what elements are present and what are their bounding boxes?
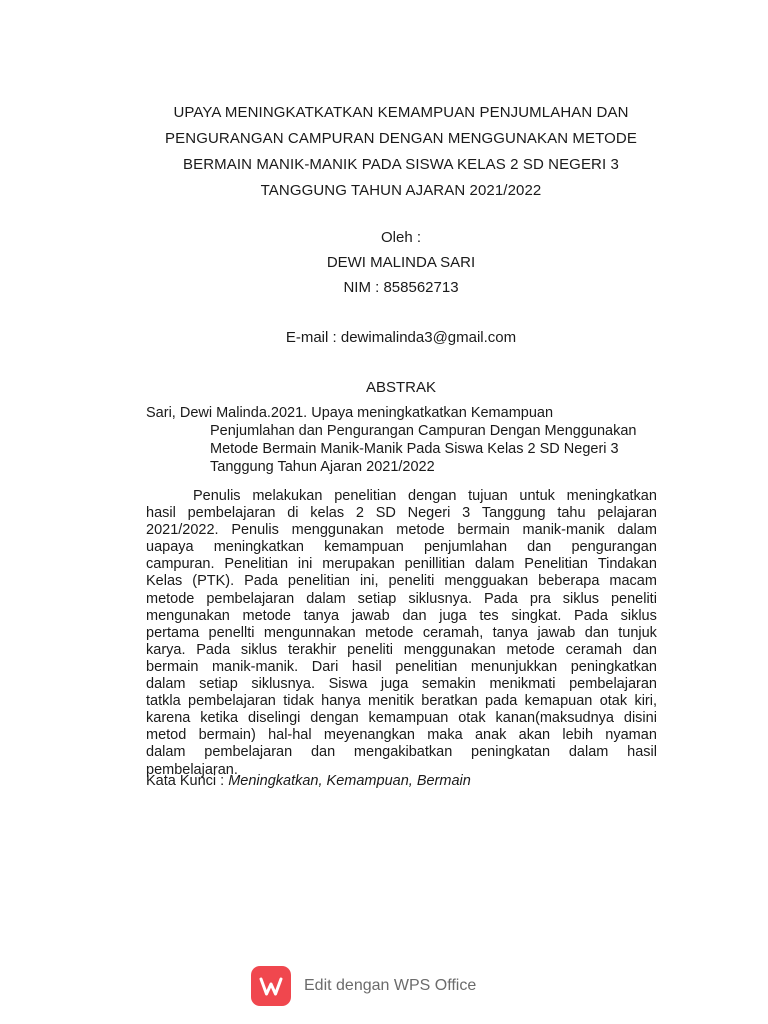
abstract-word: jawab bbox=[537, 624, 576, 641]
abstract-line bbox=[146, 505, 657, 522]
abstract-line bbox=[146, 608, 657, 625]
abstract-word: pembelajaran bbox=[204, 744, 293, 761]
abstract-word: ceramah, bbox=[422, 624, 484, 641]
abstract-word: karena bbox=[146, 710, 191, 727]
title-line: PENGURANGAN CAMPURAN DENGAN MENGGUNAKAN METODE bbox=[165, 130, 637, 147]
abstract-word: dan bbox=[632, 641, 657, 658]
abstract-word: Dari bbox=[311, 658, 339, 675]
abstract-word: kemampuan bbox=[368, 710, 449, 727]
abstract-word: peningkatkan bbox=[570, 658, 657, 675]
abstract-word: dalam bbox=[146, 676, 186, 693]
abstract-word: pelajaran bbox=[597, 505, 657, 522]
citation-line: Metode Bermain Manik-Manik Pada Siswa Kelas 2 SD Negeri 3 bbox=[210, 441, 619, 457]
abstract-word: tunjuk bbox=[618, 624, 657, 641]
abstract-word: di bbox=[287, 505, 299, 522]
abstract-word: karya. bbox=[146, 641, 186, 658]
abstract-word: hasil bbox=[146, 505, 176, 522]
abstract-word: dalam bbox=[617, 522, 657, 539]
abstract-word: dan bbox=[584, 624, 609, 641]
abstract-word: mengguakan bbox=[444, 573, 529, 590]
abstract-word: hanya bbox=[321, 693, 361, 710]
abstract-word: penelitian bbox=[334, 488, 397, 504]
abstract-word: juga bbox=[439, 607, 467, 624]
abstract-word: mengunnakan bbox=[263, 624, 356, 641]
abstract-word: Penulis bbox=[193, 488, 241, 504]
abstract-word: setiap bbox=[199, 676, 238, 693]
abstract-word: penelitian bbox=[395, 658, 458, 675]
author-name: DEWI MALINDA SARI bbox=[326, 254, 476, 271]
abstract-line bbox=[146, 744, 657, 761]
abstract-word: menitik bbox=[368, 693, 414, 710]
abstract-word: setiap bbox=[357, 590, 397, 607]
citation bbox=[146, 404, 658, 476]
abstract-word: hal-hal bbox=[268, 727, 312, 744]
abstract-word: metode bbox=[506, 641, 555, 658]
abstract-word: Penulis bbox=[231, 522, 279, 539]
abstract-word: siklus bbox=[562, 590, 600, 607]
abstract-word: siklusnya. bbox=[251, 676, 316, 693]
abstract-word: tanya bbox=[492, 624, 529, 641]
abstract-line bbox=[146, 573, 657, 590]
author-by-label: Oleh : bbox=[380, 229, 422, 246]
wps-office-logo-icon bbox=[251, 966, 291, 1006]
abstract-word: pembelajaran bbox=[206, 590, 295, 607]
abstract-word: Tanggung bbox=[481, 505, 546, 522]
wps-logo-glyph bbox=[258, 973, 284, 999]
abstract-word: uapaya bbox=[146, 539, 194, 556]
abstract-word: dalam bbox=[146, 744, 186, 761]
abstract-word: nyaman bbox=[605, 727, 657, 744]
abstract-word: menggunakan bbox=[403, 641, 496, 658]
abstract-word: untuk bbox=[519, 488, 555, 504]
abstract-word: maka bbox=[427, 727, 463, 744]
abstract-line bbox=[146, 522, 657, 539]
abstract-word: manik-manik. bbox=[211, 658, 299, 675]
abstract-line bbox=[146, 693, 657, 710]
abstract-word: meningkatkan bbox=[213, 539, 304, 556]
abstract-word: dalam bbox=[306, 590, 346, 607]
abstract-word: Siswa bbox=[328, 676, 368, 693]
abstract-word: otak bbox=[458, 710, 486, 727]
abstract-word: bermain bbox=[457, 522, 510, 539]
abstract-word: kiri, bbox=[634, 693, 657, 710]
abstract-word: menikmati bbox=[489, 676, 556, 693]
citation-line: Tanggung Tahun Ajaran 2021/2022 bbox=[210, 459, 435, 475]
abstract-word: (PTK). bbox=[192, 573, 235, 590]
abstract-line bbox=[146, 539, 657, 556]
abstract-word: metode bbox=[396, 522, 445, 539]
abstract-word: jawab bbox=[351, 607, 390, 624]
abstract-word: meyenangkan bbox=[323, 727, 415, 744]
abstract-line bbox=[146, 659, 657, 676]
abstract-word: ceramah bbox=[565, 641, 623, 658]
abstract-word: pertama bbox=[146, 624, 200, 641]
abstract-word: manik-manik bbox=[522, 522, 605, 539]
abstract-word: peneliti bbox=[388, 573, 435, 590]
abstract-heading: ABSTRAK bbox=[365, 379, 437, 396]
abstract-line bbox=[146, 727, 657, 744]
abstract-word: tidak bbox=[283, 693, 314, 710]
abstract-word: dan bbox=[402, 607, 427, 624]
abstract-word: 3 bbox=[462, 505, 471, 522]
abstract-line bbox=[146, 488, 657, 505]
abstract-word: merupakan bbox=[322, 556, 395, 573]
keywords-label: Kata Kunci : bbox=[146, 773, 229, 789]
abstract-word: peneliti bbox=[610, 590, 657, 607]
abstract-word: tujuan bbox=[468, 488, 508, 504]
abstract-word: mengunakan bbox=[146, 607, 230, 624]
abstract-word: anak bbox=[474, 727, 507, 744]
abstract-word: SD bbox=[375, 505, 396, 522]
abstract-word: dalam bbox=[568, 744, 609, 761]
abstract-word: Tindakan bbox=[597, 556, 657, 573]
abstract-word: metod bbox=[146, 727, 187, 744]
abstract-word: bermain bbox=[146, 658, 199, 675]
author-email: E-mail : dewimalinda3@gmail.com bbox=[285, 329, 517, 346]
abstract-word: ini bbox=[297, 556, 313, 573]
abstract-word: hasil bbox=[351, 658, 382, 675]
abstract-word: Kelas bbox=[146, 573, 183, 590]
abstract-word: beberapa bbox=[538, 573, 600, 590]
abstract-word: Pada bbox=[574, 607, 608, 624]
abstract-line bbox=[146, 676, 657, 693]
abstract-word: tanya bbox=[303, 607, 340, 624]
abstract-word: Pada bbox=[244, 573, 278, 590]
title-line: UPAYA MENINGKATKATKAN KEMAMPUAN PENJUMLAHAN DAN bbox=[173, 104, 629, 121]
abstract-word: diselingi bbox=[247, 710, 301, 727]
abstract-word: hasil bbox=[627, 744, 657, 761]
abstract-word: Penelitian bbox=[224, 556, 289, 573]
abstract-word: macam bbox=[609, 573, 657, 590]
abstract-word: ketika bbox=[200, 710, 239, 727]
abstract-word: singkat. bbox=[511, 607, 562, 624]
abstract-word: dan bbox=[310, 744, 336, 761]
abstract-word: pembelajaran bbox=[187, 505, 276, 522]
abstract-word: dan bbox=[527, 539, 552, 556]
abstract-word: menggunakan bbox=[291, 522, 384, 539]
wps-edit-label: Edit dengan WPS Office bbox=[304, 977, 477, 994]
abstract-word: siklus bbox=[620, 607, 657, 624]
citation-line: Penjumlahan dan Pengurangan Campuran Dengan Menggunakan bbox=[210, 423, 637, 439]
abstract-word: siklusnya. bbox=[408, 590, 472, 607]
abstract-word: penillitian bbox=[404, 556, 466, 573]
citation-line: Sari, Dewi Malinda.2021. Upaya meningkatkatkan Kemampuan bbox=[146, 405, 554, 421]
abstract-word: tes bbox=[479, 607, 499, 624]
abstract-word: bermain) bbox=[198, 727, 256, 744]
abstract-word: 2 bbox=[355, 505, 364, 522]
abstract-word: 2021/2022. bbox=[146, 522, 219, 539]
abstract-word: menunjukkan bbox=[470, 658, 558, 675]
abstract-line bbox=[146, 710, 657, 727]
abstract-word: metode bbox=[146, 590, 195, 607]
abstract-word: pengurangan bbox=[571, 539, 657, 556]
abstract-word: ini, bbox=[359, 573, 379, 590]
abstract-word: juga bbox=[380, 676, 409, 693]
abstract-line bbox=[146, 591, 657, 608]
abstract-word: Pada bbox=[196, 641, 231, 658]
abstract-word: akan bbox=[518, 727, 551, 744]
abstract-word: semakin bbox=[421, 676, 476, 693]
abstract-word: kemapuan bbox=[524, 693, 593, 710]
keywords bbox=[146, 773, 471, 789]
abstract-line bbox=[146, 556, 657, 573]
document-title bbox=[120, 100, 682, 204]
abstract-word: Penelitian bbox=[524, 556, 588, 573]
title-line: BERMAIN MANIK-MANIK PADA SISWA KELAS 2 SD NEGERI 3 bbox=[183, 156, 619, 173]
author-nim: NIM : 858562713 bbox=[343, 279, 459, 296]
abstract-word: meningkatkan bbox=[566, 488, 657, 504]
abstract-line bbox=[146, 625, 657, 642]
abstract-word: tatkla bbox=[146, 693, 181, 710]
abstract-word: metode bbox=[365, 624, 414, 641]
abstract-line: pembelajaran. bbox=[146, 761, 238, 778]
abstract-word: penellti bbox=[208, 624, 255, 641]
abstract-body bbox=[146, 488, 657, 779]
abstract-word: terakhir bbox=[287, 641, 337, 658]
abstract-word: kelas bbox=[310, 505, 345, 522]
abstract-word: metode bbox=[242, 607, 291, 624]
abstract-word: penjumlahan bbox=[423, 539, 508, 556]
abstract-word: lebih bbox=[562, 727, 594, 744]
abstract-word: mengakibatkan bbox=[353, 744, 453, 761]
abstract-word: peningkatan bbox=[471, 744, 551, 761]
abstract-word: disini bbox=[623, 710, 657, 727]
abstract-word: dengan bbox=[310, 710, 359, 727]
abstract-word: beratkan bbox=[421, 693, 478, 710]
abstract-word: pembelajaran bbox=[188, 693, 276, 710]
abstract-word: peneliti bbox=[347, 641, 394, 658]
abstract-word: penelitian bbox=[287, 573, 350, 590]
abstract-word: pada bbox=[485, 693, 518, 710]
abstract-word: dalam bbox=[474, 556, 515, 573]
abstract-word: otak bbox=[599, 693, 628, 710]
title-line: TANGGUNG TAHUN AJARAN 2021/2022 bbox=[260, 182, 542, 199]
abstract-word: melakukan bbox=[252, 488, 323, 504]
abstract-word: kemampuan bbox=[324, 539, 404, 556]
abstract-line bbox=[146, 642, 657, 659]
wps-edit-banner[interactable] bbox=[251, 966, 476, 1006]
abstract-word: dengan bbox=[408, 488, 457, 504]
abstract-word: Negeri bbox=[407, 505, 451, 522]
abstract-word: kanan(maksudnya bbox=[495, 710, 614, 727]
abstract-word: pembelajaran bbox=[569, 676, 657, 693]
abstract-word: tahu bbox=[557, 505, 586, 522]
abstract-word: siklus bbox=[240, 641, 278, 658]
keywords-value: Meningkatkan, Kemampuan, Bermain bbox=[228, 773, 471, 789]
abstract-word: campuran. bbox=[146, 556, 215, 573]
abstract-word: pra bbox=[529, 590, 551, 607]
abstract-word: Pada bbox=[483, 590, 518, 607]
